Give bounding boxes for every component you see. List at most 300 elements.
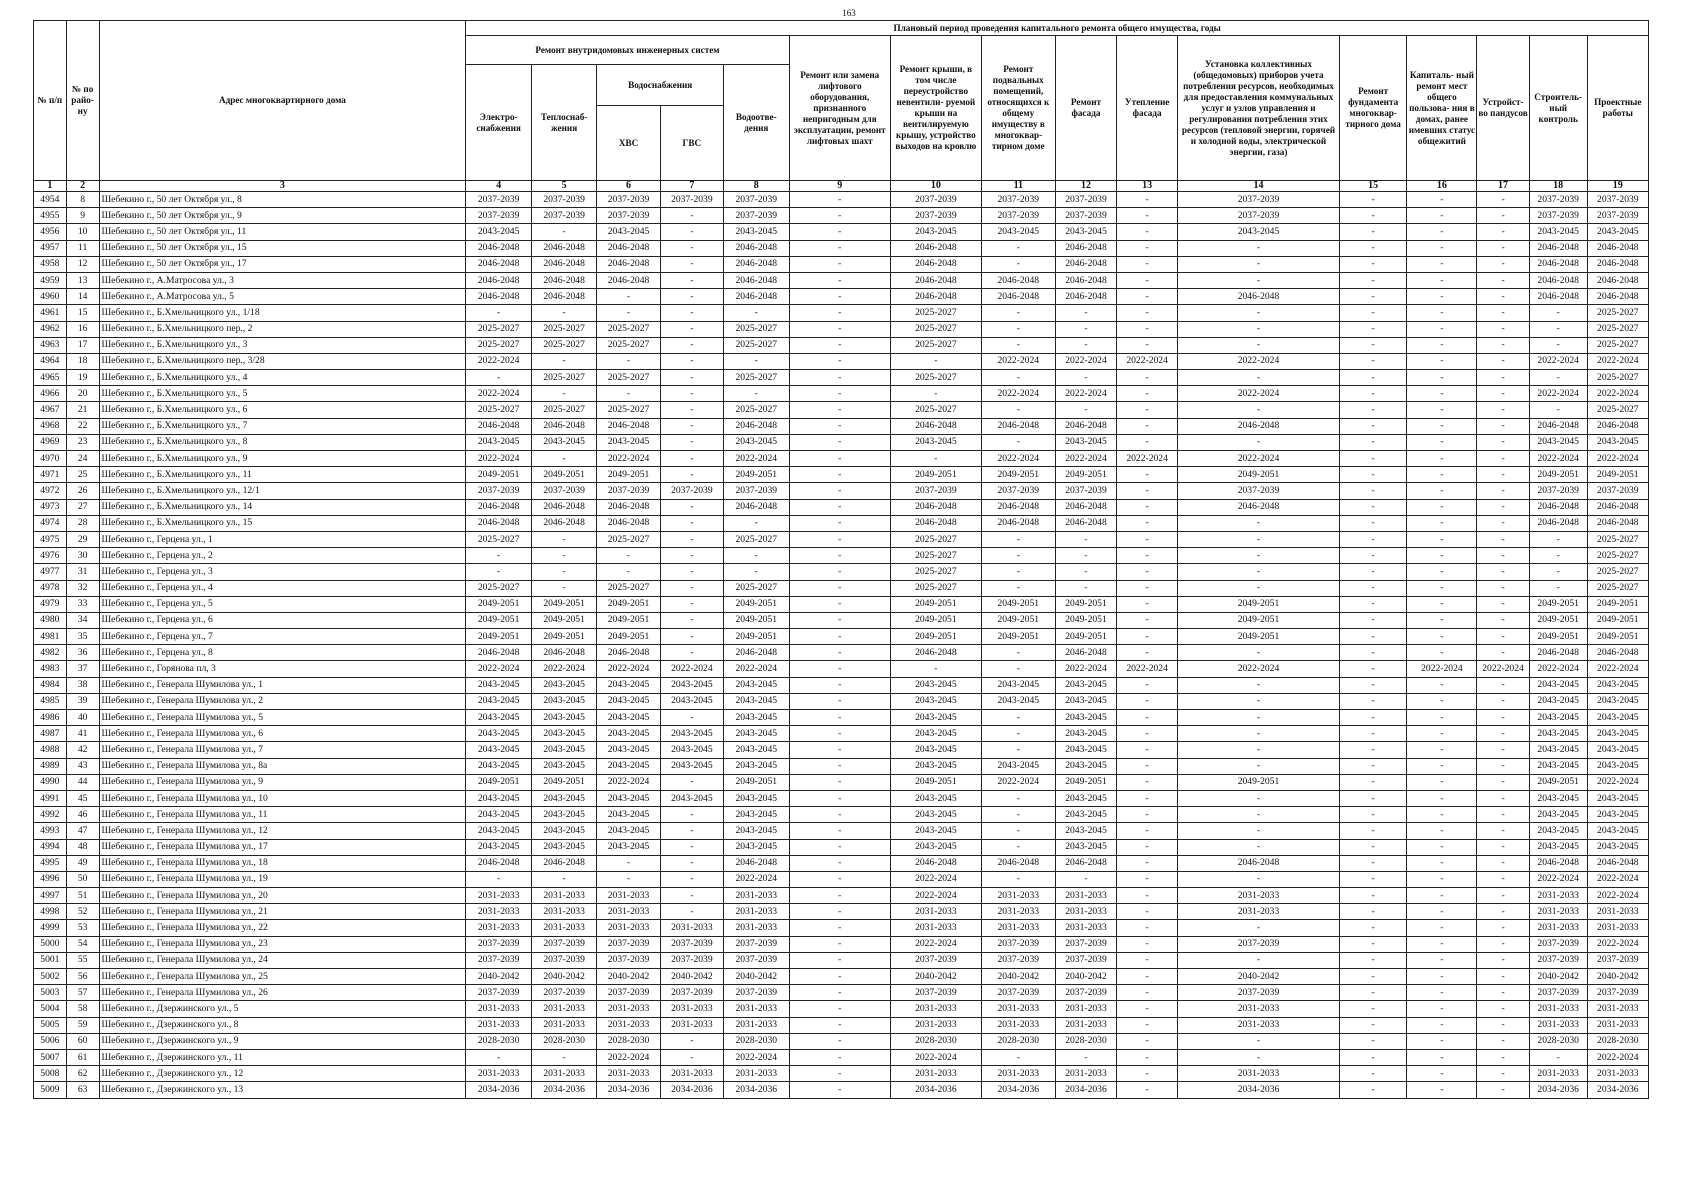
column-number: 12 xyxy=(1055,181,1116,192)
table-cell: - xyxy=(1407,758,1477,774)
table-cell: - xyxy=(1407,693,1477,709)
table-cell: - xyxy=(660,418,723,434)
table-cell: 5000 xyxy=(34,936,67,952)
table-cell: - xyxy=(1117,742,1178,758)
table-cell: - xyxy=(660,1049,723,1065)
address-cell: Шебекино г., Генерала Шумилова ул., 23 xyxy=(99,936,466,952)
table-cell: - xyxy=(531,451,597,467)
table-cell: 2022-2024 xyxy=(597,661,660,677)
table-cell: 2037-2039 xyxy=(1587,208,1648,224)
table-cell: 4998 xyxy=(34,904,67,920)
address-cell: Шебекино г., Генерала Шумилова ул., 6 xyxy=(99,726,466,742)
table-cell: 2037-2039 xyxy=(1055,936,1116,952)
table-cell: 2022-2024 xyxy=(1587,1049,1648,1065)
table-cell: 2037-2039 xyxy=(891,483,982,499)
table-cell: - xyxy=(1407,564,1477,580)
table-row xyxy=(34,353,1649,369)
table-cell: - xyxy=(660,337,723,353)
table-cell: 2028-2030 xyxy=(891,1033,982,1049)
table-cell: 4989 xyxy=(34,758,67,774)
table-cell: - xyxy=(660,370,723,386)
table-cell: 2046-2048 xyxy=(891,645,982,661)
table-cell: - xyxy=(1477,240,1529,256)
table-cell: 2043-2045 xyxy=(891,224,982,240)
table-cell: 2046-2048 xyxy=(597,645,660,661)
table-cell: - xyxy=(1178,920,1340,936)
table-cell: - xyxy=(531,224,597,240)
table-cell: - xyxy=(1178,402,1340,418)
table-cell: 2049-2051 xyxy=(466,774,532,790)
table-cell: 2046-2048 xyxy=(1587,272,1648,288)
table-cell: 2031-2033 xyxy=(1178,904,1340,920)
table-row xyxy=(34,499,1649,515)
table-cell: 2046-2048 xyxy=(1529,645,1587,661)
table-cell: - xyxy=(1117,710,1178,726)
table-cell: - xyxy=(789,434,891,450)
table-cell: - xyxy=(1407,1049,1477,1065)
header-cold-water: ХВС xyxy=(597,106,660,181)
table-cell: - xyxy=(1339,1001,1407,1017)
table-cell: 2046-2048 xyxy=(1178,289,1340,305)
table-row xyxy=(34,224,1649,240)
table-cell: - xyxy=(660,272,723,288)
table-cell: 4956 xyxy=(34,224,67,240)
table-cell: 2040-2042 xyxy=(466,969,532,985)
address-cell: Шебекино г., 50 лет Октября ул., 9 xyxy=(99,208,466,224)
table-cell: 4971 xyxy=(34,467,67,483)
table-cell: - xyxy=(1407,1066,1477,1082)
table-cell: 2037-2039 xyxy=(466,936,532,952)
table-cell: 2034-2036 xyxy=(1529,1082,1587,1098)
table-cell: 4987 xyxy=(34,726,67,742)
table-cell: 4969 xyxy=(34,434,67,450)
table-cell: 2043-2045 xyxy=(981,693,1055,709)
column-number: 14 xyxy=(1178,181,1340,192)
table-cell: 2043-2045 xyxy=(1529,758,1587,774)
table-cell: 2025-2027 xyxy=(597,402,660,418)
table-cell: - xyxy=(1339,208,1407,224)
table-cell: - xyxy=(1407,710,1477,726)
table-cell: 2022-2024 xyxy=(724,661,790,677)
table-cell: - xyxy=(1477,742,1529,758)
header-engineering-systems: Ремонт внутридомовых инженерных систем xyxy=(466,36,789,65)
table-cell: 2043-2045 xyxy=(724,710,790,726)
address-cell: Шебекино г., 50 лет Октября ул., 15 xyxy=(99,240,466,256)
table-cell: 2025-2027 xyxy=(891,337,982,353)
table-cell: 57 xyxy=(66,985,99,1001)
table-cell: - xyxy=(1339,240,1407,256)
column-number: 6 xyxy=(597,181,660,192)
table-row xyxy=(34,904,1649,920)
table-cell: 2043-2045 xyxy=(466,790,532,806)
table-cell: 2034-2036 xyxy=(724,1082,790,1098)
table-cell: 2046-2048 xyxy=(1587,645,1648,661)
table-cell: 2043-2045 xyxy=(466,839,532,855)
table-cell: - xyxy=(1339,726,1407,742)
table-cell: 2031-2033 xyxy=(1055,1001,1116,1017)
table-cell: 2046-2048 xyxy=(981,499,1055,515)
table-cell: 2031-2033 xyxy=(1587,904,1648,920)
table-cell: - xyxy=(981,645,1055,661)
table-cell: 2025-2027 xyxy=(597,531,660,547)
table-cell: - xyxy=(1117,548,1178,564)
table-cell: - xyxy=(981,434,1055,450)
table-cell: - xyxy=(1055,871,1116,887)
table-cell: 2037-2039 xyxy=(1055,952,1116,968)
table-cell: - xyxy=(1055,370,1116,386)
table-cell: 2046-2048 xyxy=(981,855,1055,871)
table-cell: - xyxy=(1117,256,1178,272)
address-cell: Шебекино г., Генерала Шумилова ул., 24 xyxy=(99,952,466,968)
table-cell: 2025-2027 xyxy=(466,531,532,547)
table-cell: 2043-2045 xyxy=(724,742,790,758)
table-cell: 4973 xyxy=(34,499,67,515)
table-cell: - xyxy=(789,386,891,402)
table-row xyxy=(34,515,1649,531)
table-cell: - xyxy=(981,742,1055,758)
table-cell: 2043-2045 xyxy=(1587,726,1648,742)
table-cell: - xyxy=(1407,434,1477,450)
table-cell: 2049-2051 xyxy=(531,612,597,628)
table-cell: 2022-2024 xyxy=(1178,353,1340,369)
table-cell: 2034-2036 xyxy=(1587,1082,1648,1098)
table-cell: - xyxy=(1407,596,1477,612)
table-cell: 2043-2045 xyxy=(891,839,982,855)
table-cell: 4965 xyxy=(34,370,67,386)
table-cell: - xyxy=(1117,483,1178,499)
table-cell: 2046-2048 xyxy=(1055,855,1116,871)
table-cell: - xyxy=(891,386,982,402)
table-cell: 2049-2051 xyxy=(1529,467,1587,483)
table-cell: - xyxy=(1339,936,1407,952)
table-cell: - xyxy=(1339,677,1407,693)
table-row xyxy=(34,629,1649,645)
table-cell: 55 xyxy=(66,952,99,968)
table-cell: - xyxy=(1117,531,1178,547)
table-cell: - xyxy=(1407,208,1477,224)
table-cell: - xyxy=(1178,548,1340,564)
table-cell: 2046-2048 xyxy=(981,289,1055,305)
table-row xyxy=(34,305,1649,321)
table-cell: - xyxy=(1407,823,1477,839)
table-cell: - xyxy=(789,337,891,353)
table-cell: 4964 xyxy=(34,353,67,369)
table-cell: 13 xyxy=(66,272,99,288)
table-cell: 2043-2045 xyxy=(724,434,790,450)
table-cell: 2046-2048 xyxy=(531,515,597,531)
table-cell: - xyxy=(1055,337,1116,353)
table-cell: 4967 xyxy=(34,402,67,418)
table-cell: - xyxy=(1178,580,1340,596)
table-cell: - xyxy=(1117,839,1178,855)
table-cell: 4990 xyxy=(34,774,67,790)
table-cell: - xyxy=(1178,645,1340,661)
table-cell: - xyxy=(660,515,723,531)
table-cell: - xyxy=(531,386,597,402)
table-cell: 39 xyxy=(66,693,99,709)
table-cell: - xyxy=(1477,969,1529,985)
table-cell: - xyxy=(1339,272,1407,288)
table-cell: - xyxy=(1477,904,1529,920)
table-cell: 2046-2048 xyxy=(1587,499,1648,515)
table-cell: 2025-2027 xyxy=(1587,548,1648,564)
table-cell: 2037-2039 xyxy=(1055,208,1116,224)
table-cell: 2046-2048 xyxy=(1587,515,1648,531)
table-cell: - xyxy=(1117,612,1178,628)
table-cell: 2025-2027 xyxy=(466,402,532,418)
header-hot-water: ГВС xyxy=(660,106,723,181)
table-cell: - xyxy=(1407,969,1477,985)
table-cell: 2025-2027 xyxy=(724,337,790,353)
table-cell: 50 xyxy=(66,871,99,887)
table-cell: 2049-2051 xyxy=(466,596,532,612)
table-cell: 2046-2048 xyxy=(466,289,532,305)
table-cell: 2022-2024 xyxy=(1178,661,1340,677)
table-cell: 2043-2045 xyxy=(597,790,660,806)
table-cell: 2022-2024 xyxy=(981,774,1055,790)
table-cell: 2043-2045 xyxy=(724,726,790,742)
table-cell: 2031-2033 xyxy=(981,904,1055,920)
table-cell: - xyxy=(1477,952,1529,968)
table-cell: 44 xyxy=(66,774,99,790)
table-row xyxy=(34,386,1649,402)
table-cell: 2022-2024 xyxy=(1587,353,1648,369)
table-cell: - xyxy=(1477,1082,1529,1098)
table-cell: 2043-2045 xyxy=(597,823,660,839)
table-cell: 2043-2045 xyxy=(724,823,790,839)
address-cell: Шебекино г., Б.Хмельницкого ул., 7 xyxy=(99,418,466,434)
table-cell: 2043-2045 xyxy=(531,742,597,758)
table-cell: 2046-2048 xyxy=(891,499,982,515)
table-cell: - xyxy=(1339,531,1407,547)
table-cell: - xyxy=(1407,985,1477,1001)
table-cell: - xyxy=(531,548,597,564)
table-cell: 2022-2024 xyxy=(1587,451,1648,467)
table-cell: 2049-2051 xyxy=(891,467,982,483)
table-cell: 61 xyxy=(66,1049,99,1065)
table-cell: - xyxy=(1117,434,1178,450)
table-cell: 2046-2048 xyxy=(891,855,982,871)
table-cell: 2043-2045 xyxy=(660,693,723,709)
header-facade: Ремонт фасада xyxy=(1055,36,1116,181)
table-cell: 2031-2033 xyxy=(531,904,597,920)
address-cell: Шебекино г., Б.Хмельницкого пер., 3/28 xyxy=(99,353,466,369)
table-cell: 2037-2039 xyxy=(597,952,660,968)
table-cell: 2043-2045 xyxy=(1587,758,1648,774)
table-cell: 2043-2045 xyxy=(1055,710,1116,726)
table-cell: - xyxy=(1477,629,1529,645)
table-cell: 5009 xyxy=(34,1082,67,1098)
table-cell: 2046-2048 xyxy=(1529,855,1587,871)
table-row xyxy=(34,952,1649,968)
table-cell: - xyxy=(1407,612,1477,628)
table-cell: - xyxy=(1477,353,1529,369)
column-number: 5 xyxy=(531,181,597,192)
address-cell: Шебекино г., Б.Хмельницкого ул., 9 xyxy=(99,451,466,467)
table-cell: 2046-2048 xyxy=(891,240,982,256)
table-cell: - xyxy=(1407,904,1477,920)
table-cell: 2043-2045 xyxy=(597,726,660,742)
table-cell: - xyxy=(1529,548,1587,564)
table-cell: 2043-2045 xyxy=(981,677,1055,693)
table-cell: 2022-2024 xyxy=(1587,386,1648,402)
header-roof: Ремонт крыши, в том числе переустройство невентили- руемой крыши на вентилируемую крышу, устройство выходов на кровлю xyxy=(891,36,982,181)
table-cell: 2043-2045 xyxy=(597,434,660,450)
address-cell: Шебекино г., Б.Хмельницкого ул., 15 xyxy=(99,515,466,531)
address-cell: Шебекино г., Генерала Шумилова ул., 1 xyxy=(99,677,466,693)
table-cell: 2049-2051 xyxy=(531,774,597,790)
table-cell: 2049-2051 xyxy=(1055,612,1116,628)
table-row xyxy=(34,726,1649,742)
table-cell: - xyxy=(660,904,723,920)
address-cell: Шебекино г., Б.Хмельницкого ул., 4 xyxy=(99,370,466,386)
table-cell: 2043-2045 xyxy=(597,710,660,726)
table-cell: - xyxy=(660,871,723,887)
table-cell: - xyxy=(1117,888,1178,904)
table-cell: 2046-2048 xyxy=(531,272,597,288)
table-cell: - xyxy=(724,564,790,580)
table-cell: 53 xyxy=(66,920,99,936)
table-row xyxy=(34,256,1649,272)
table-cell: - xyxy=(789,1066,891,1082)
table-cell: - xyxy=(789,531,891,547)
address-cell: Шебекино г., Генерала Шумилова ул., 11 xyxy=(99,807,466,823)
header-meters: Установка коллективных (общедомовых) приборов учета потребления ресурсов, необходимых для предоставления коммунальных услуг и узлов управления и регулирования потребления этих ресурсов (тепловой энергии, горячей и холодной воды, электрической энергии, газа) xyxy=(1178,36,1340,181)
table-cell: 2025-2027 xyxy=(531,370,597,386)
table-cell: - xyxy=(1407,807,1477,823)
table-cell: - xyxy=(1339,629,1407,645)
table-row xyxy=(34,402,1649,418)
table-cell: 2037-2039 xyxy=(597,192,660,208)
table-cell: - xyxy=(1178,272,1340,288)
table-cell: 2046-2048 xyxy=(531,256,597,272)
table-cell: 2046-2048 xyxy=(1587,240,1648,256)
table-cell: - xyxy=(1339,256,1407,272)
table-cell: - xyxy=(1407,483,1477,499)
table-row xyxy=(34,467,1649,483)
table-cell: 2037-2039 xyxy=(1055,483,1116,499)
table-cell: 2037-2039 xyxy=(981,936,1055,952)
table-cell: 2031-2033 xyxy=(724,920,790,936)
table-cell: 2049-2051 xyxy=(531,467,597,483)
address-cell: Шебекино г., Б.Хмельницкого ул., 11 xyxy=(99,467,466,483)
table-cell: - xyxy=(789,920,891,936)
table-cell: 4972 xyxy=(34,483,67,499)
table-cell: - xyxy=(466,871,532,887)
table-cell: 2025-2027 xyxy=(1587,337,1648,353)
table-cell: - xyxy=(466,1049,532,1065)
table-cell: - xyxy=(1407,240,1477,256)
table-cell: 2046-2048 xyxy=(724,240,790,256)
table-cell: - xyxy=(1178,531,1340,547)
table-cell: 40 xyxy=(66,710,99,726)
table-cell: 2049-2051 xyxy=(597,596,660,612)
table-cell: 2046-2048 xyxy=(1529,289,1587,305)
table-cell: 5004 xyxy=(34,1001,67,1017)
table-cell: 2031-2033 xyxy=(891,920,982,936)
table-cell: - xyxy=(789,240,891,256)
table-cell: 2022-2024 xyxy=(1587,936,1648,952)
table-cell: 2043-2045 xyxy=(981,224,1055,240)
table-cell: 2037-2039 xyxy=(1178,936,1340,952)
table-cell: 2043-2045 xyxy=(1529,839,1587,855)
table-cell: - xyxy=(660,855,723,871)
table-cell: 2037-2039 xyxy=(1178,985,1340,1001)
table-cell: 2037-2039 xyxy=(1587,985,1648,1001)
table-cell: 2031-2033 xyxy=(724,1066,790,1082)
table-cell: 5003 xyxy=(34,985,67,1001)
table-cell: - xyxy=(1477,564,1529,580)
table-cell: 2037-2039 xyxy=(981,208,1055,224)
table-cell: 2028-2030 xyxy=(1587,1033,1648,1049)
table-row xyxy=(34,580,1649,596)
table-cell: - xyxy=(1477,807,1529,823)
table-cell: 2037-2039 xyxy=(1529,208,1587,224)
column-number: 3 xyxy=(99,181,466,192)
address-cell: Шебекино г., Б.Хмельницкого ул., 8 xyxy=(99,434,466,450)
table-cell: 2037-2039 xyxy=(597,483,660,499)
table-cell: 2022-2024 xyxy=(724,451,790,467)
table-cell: 2046-2048 xyxy=(1529,499,1587,515)
address-cell: Шебекино г., Генерала Шумилова ул., 9 xyxy=(99,774,466,790)
table-cell: 2043-2045 xyxy=(891,693,982,709)
table-cell: - xyxy=(1477,871,1529,887)
table-row xyxy=(34,548,1649,564)
table-cell: - xyxy=(1477,305,1529,321)
table-row xyxy=(34,531,1649,547)
table-cell: - xyxy=(1339,515,1407,531)
table-cell: - xyxy=(1178,952,1340,968)
table-cell: - xyxy=(1477,208,1529,224)
table-cell: - xyxy=(1339,467,1407,483)
table-cell: - xyxy=(1477,321,1529,337)
table-cell: 2031-2033 xyxy=(1529,1017,1587,1033)
table-cell: 2037-2039 xyxy=(660,952,723,968)
table-cell: 63 xyxy=(66,1082,99,1098)
table-cell: - xyxy=(1117,499,1178,515)
table-cell: - xyxy=(789,1049,891,1065)
table-cell: - xyxy=(789,548,891,564)
table-cell: - xyxy=(1178,256,1340,272)
table-cell: - xyxy=(891,451,982,467)
table-cell: 2043-2045 xyxy=(531,839,597,855)
table-cell: - xyxy=(1529,337,1587,353)
table-cell: - xyxy=(789,353,891,369)
table-cell: 2046-2048 xyxy=(1055,289,1116,305)
table-cell: - xyxy=(1117,1001,1178,1017)
table-cell: - xyxy=(789,1033,891,1049)
table-cell: 2025-2027 xyxy=(891,580,982,596)
table-cell: 2049-2051 xyxy=(1178,596,1340,612)
table-cell: 2049-2051 xyxy=(1587,596,1648,612)
address-cell: Шебекино г., Герцена ул., 5 xyxy=(99,596,466,612)
table-cell: - xyxy=(1339,612,1407,628)
table-cell: - xyxy=(1339,1017,1407,1033)
table-cell: 2025-2027 xyxy=(597,321,660,337)
table-cell: 2046-2048 xyxy=(466,645,532,661)
table-cell: 2022-2024 xyxy=(891,936,982,952)
table-cell: 2049-2051 xyxy=(891,596,982,612)
table-row xyxy=(34,192,1649,208)
table-cell: 2046-2048 xyxy=(724,289,790,305)
table-cell: - xyxy=(597,353,660,369)
table-cell: 2031-2033 xyxy=(597,1001,660,1017)
address-cell: Шебекино г., Б.Хмельницкого ул., 1/18 xyxy=(99,305,466,321)
table-cell: 2022-2024 xyxy=(1055,386,1116,402)
table-cell: 4988 xyxy=(34,742,67,758)
table-cell: - xyxy=(466,305,532,321)
table-cell: 34 xyxy=(66,612,99,628)
